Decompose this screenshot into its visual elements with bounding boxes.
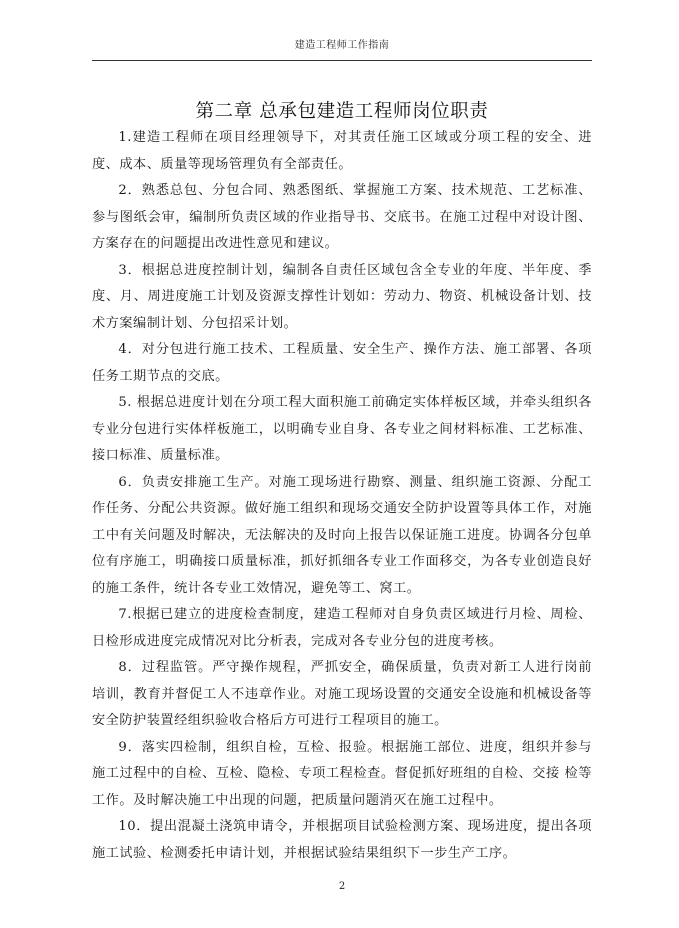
duty-paragraph-1: 1.建造工程师在项目经理领导下，对其责任施工区域或分项工程的安全、进度、成本、质量等现场管理负有全部责任。 bbox=[92, 130, 592, 172]
duty-paragraph-9: 9．落实四检制，组织自检，互检、报验。根据施工部位、进度，组织并参与施工过程中的自检、互检、隐检、专项工程检查。督促抓好班组的自检、交接 检等工作。及时解决施工中出现的问题，把质量问题消灭在施工过程中。 bbox=[92, 739, 592, 808]
body-text bbox=[92, 125, 592, 867]
duty-paragraph-2: 2．熟悉总包、分包合同、熟悉图纸、掌握施工方案、技术规范、工艺标准、参与图纸会审，编制所负责区域的作业指导书、交底书。在施工过程中对设计图、方案存在的问题提出改进性意见和建议。 bbox=[92, 183, 592, 251]
running-header: 建造工程师工作指南 bbox=[294, 40, 390, 51]
header-divider bbox=[92, 60, 592, 61]
duty-paragraph-5: 5. 根据总进度计划在分项工程大面积施工前确定实体样板区域，并牵头组织各专业分包进行实体样板施工，以明确专业自身、各专业之间材料标准、工艺标准、接口标准、质量标准。 bbox=[92, 395, 592, 463]
duty-paragraph-4: 4．对分包进行施工技术、工程质量、安全生产、操作方法、施工部署、各项任务工期节点的交底。 bbox=[92, 342, 592, 384]
duty-paragraph-7: 7.根据已建立的进度检查制度，建造工程师对自身负责区域进行月检、周检、日检形成进度完成情况对比分析表，完成对各专业分包的进度考核。 bbox=[92, 607, 592, 649]
duty-paragraph-3: 3．根据总进度控制计划，编制各自责任区域包含全专业的年度、半年度、季度、月、周进度施工计划及资源支撑性计划如：劳动力、物资、机械设备计划、技术方案编制计划、分包招采计划。 bbox=[92, 262, 592, 331]
duty-paragraph-10: 10．提出混凝土浇筑申请令，并根据项目试验检测方案、现场进度，提出各项施工试验、检测委托申请计划，并根据试验结果组织下一步生产工序。 bbox=[92, 819, 592, 861]
page-number: 2 bbox=[338, 881, 346, 892]
duty-paragraph-8: 8．过程监管。严守操作规程，严抓安全，确保质量，负责对新工人进行岗前培训，教育并督促工人不违章作业。对施工现场设置的交通安全设施和机械设备等安全防护装置经组织验收合格后方可进行工程项目的施工。 bbox=[92, 660, 592, 728]
chapter-title: 第二章 总承包建造工程师岗位职责 bbox=[195, 101, 489, 122]
duty-paragraph-6: 6．负责安排施工生产。对施工现场进行勘察、测量、组织施工资源、分配工作任务、分配公共资源。做好施工组织和现场交通安全防护设置等具体工作，对施工中有关问题及时解决，无法解决的及时向上报告以保证施工进度。协调各分包单位有序施工，明确接口质量标准，抓好抓细各专业工作面移交，为各专业创造良好的施工条件，统计各专业工效情况，避免等工、窝工。 bbox=[92, 474, 592, 596]
